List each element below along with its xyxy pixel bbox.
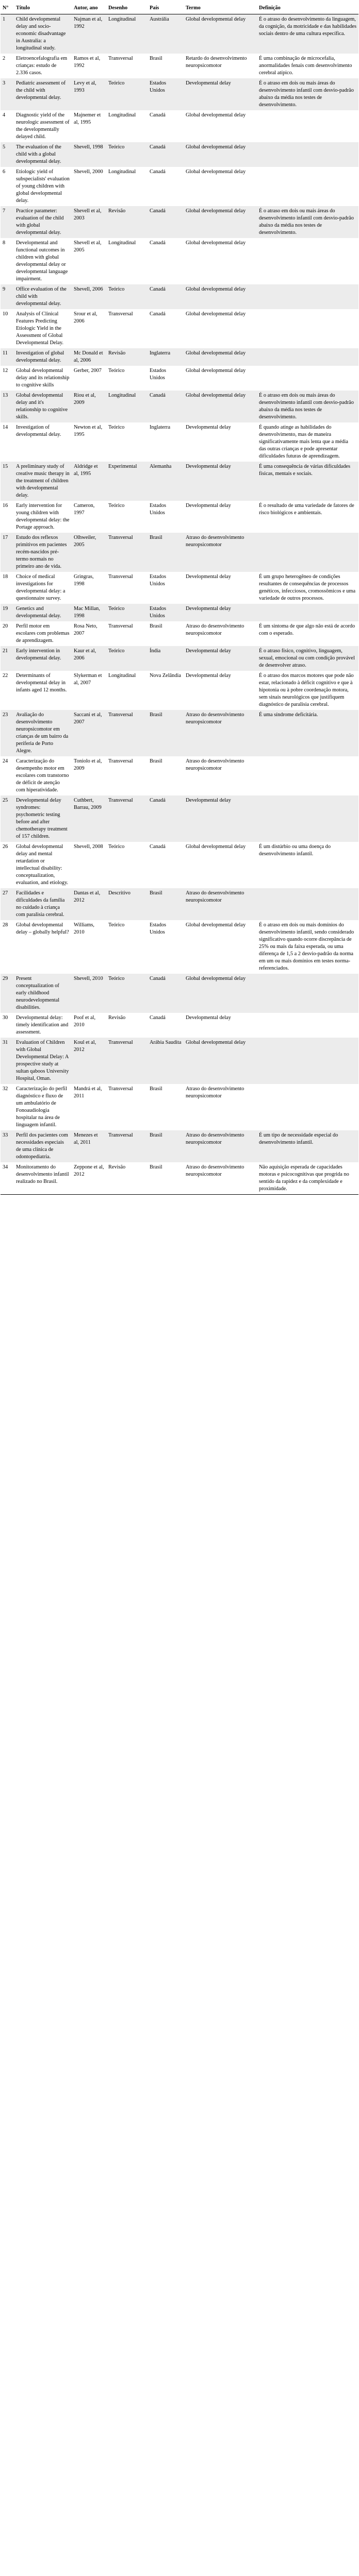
cell-term: Developmental delay — [184, 572, 257, 604]
cell-author-year: Shevell et al, 2003 — [72, 206, 106, 238]
cell-number: 32 — [1, 1084, 14, 1130]
cell-design: Transversal — [106, 621, 148, 646]
cell-author-year: Gringras, 1998 — [72, 572, 106, 604]
cell-author-year: Shevell, 2010 — [72, 974, 106, 1013]
cell-author-year: Toniolo et al, 2009 — [72, 756, 106, 795]
header-country: País — [148, 3, 184, 14]
cell-term: Global developmental delay — [184, 167, 257, 206]
cell-author-year: Mandrá et al, 2011 — [72, 1084, 106, 1130]
cell-country: Canadá — [148, 238, 184, 284]
cell-country: Estados Unidos — [148, 366, 184, 391]
cell-number: 19 — [1, 604, 14, 621]
cell-title: Monitoramento do desenvolvimento infantil realizado no Brasil. — [14, 1162, 72, 1195]
cell-title: Global developmental delay – globally helpful? — [14, 920, 72, 974]
cell-design: Transversal — [106, 309, 148, 348]
cell-country: Estados Unidos — [148, 920, 184, 974]
header-author-year: Autor, ano — [72, 3, 106, 14]
cell-author-year: Riou et al, 2009 — [72, 391, 106, 422]
cell-term: Developmental delay — [184, 646, 257, 671]
cell-term: Global developmental delay — [184, 348, 257, 366]
cell-definition — [257, 795, 358, 842]
cell-country: Brasil — [148, 1130, 184, 1162]
cell-title: Etiologic yield of subspecialists' evaluation of young children with global developmental delay. — [14, 167, 72, 206]
cell-country: Canadá — [148, 110, 184, 142]
cell-author-year: Rosa Neto, 2007 — [72, 621, 106, 646]
cell-design: Revisão — [106, 1162, 148, 1195]
cell-definition: É o atraso dos marcos motores que pode não estar, relacionado à déficit cognitivo e que à hipotonia ou à pobre coordenação motora, sem sinais neurológicos que justifiquem diagnóstico de paralisia cerebral. — [257, 671, 358, 710]
cell-definition — [257, 142, 358, 167]
cell-number: 11 — [1, 348, 14, 366]
cell-definition: É uma consequência de várias dificuldades físicas, mentais e sociais. — [257, 462, 358, 501]
table-body — [1, 14, 358, 1195]
cell-term: Atraso do desenvolvimento neuropsicomotor — [184, 888, 257, 920]
cell-title: Eletroencefalografia em crianças: estudo de 2.336 casos. — [14, 54, 72, 78]
table-row — [1, 671, 358, 710]
cell-number: 21 — [1, 646, 14, 671]
cell-title: Global developmental delay and mental retardation or intellectual disability: conceptualization, evaluation, and etiology. — [14, 842, 72, 888]
table-row — [1, 1084, 358, 1130]
cell-term: Developmental delay — [184, 795, 257, 842]
cell-country: Estados Unidos — [148, 604, 184, 621]
cell-author-year: Majnemer et al, 1995 — [72, 110, 106, 142]
cell-definition — [257, 756, 358, 795]
cell-design: Teórico — [106, 604, 148, 621]
cell-country: Brasil — [148, 1084, 184, 1130]
cell-design: Transversal — [106, 572, 148, 604]
cell-definition — [257, 888, 358, 920]
cell-term: Developmental delay — [184, 604, 257, 621]
cell-author-year: Najman et al, 1992 — [72, 14, 106, 54]
cell-country: Austrália — [148, 14, 184, 54]
cell-design: Teórico — [106, 501, 148, 533]
table-row — [1, 710, 358, 756]
cell-country: Canadá — [148, 391, 184, 422]
cell-author-year: Shevell, 1998 — [72, 142, 106, 167]
table-row — [1, 206, 358, 238]
cell-country: Estados Unidos — [148, 78, 184, 110]
cell-author-year: Mac Millan, 1998 — [72, 604, 106, 621]
cell-design: Longitudinal — [106, 14, 148, 54]
cell-number: 30 — [1, 1013, 14, 1038]
cell-author-year: Shevell et al, 2005 — [72, 238, 106, 284]
cell-number: 20 — [1, 621, 14, 646]
cell-term: Atraso do desenvolvimento neuropsicomotor — [184, 1130, 257, 1162]
cell-term: Developmental delay — [184, 78, 257, 110]
cell-title: Pediatric assessment of the child with developmental delay. — [14, 78, 72, 110]
cell-country: Canadá — [148, 974, 184, 1013]
cell-definition — [257, 110, 358, 142]
cell-country: Índia — [148, 646, 184, 671]
cell-number: 18 — [1, 572, 14, 604]
cell-title: Facilidades e dificuldades da família no cuidado à criança com paralisia cerebral. — [14, 888, 72, 920]
cell-number: 15 — [1, 462, 14, 501]
table-row — [1, 533, 358, 572]
cell-definition: É o atraso do desenvolvimento da linguagem, da cognição, da motricidade e das habilidades sociais dentro de uma cultura específica. — [257, 14, 358, 54]
cell-design: Teórico — [106, 366, 148, 391]
cell-author-year: Poof et al, 2010 — [72, 1013, 106, 1038]
cell-title: Choice of medical investigations for developmental delay: a questionnaire survey. — [14, 572, 72, 604]
table-row — [1, 54, 358, 78]
table-row — [1, 309, 358, 348]
table-row — [1, 1038, 358, 1084]
cell-design: Revisão — [106, 1013, 148, 1038]
cell-number: 3 — [1, 78, 14, 110]
cell-design: Teórico — [106, 920, 148, 974]
cell-title: Diagnostic yield of the neurologic assessment of the developmentally delayed child. — [14, 110, 72, 142]
table-row — [1, 284, 358, 309]
cell-term: Global developmental delay — [184, 920, 257, 974]
table-row — [1, 1013, 358, 1038]
cell-author-year: Slykerman et al, 2007 — [72, 671, 106, 710]
cell-author-year: Levy et al, 1993 — [72, 78, 106, 110]
cell-country: Brasil — [148, 888, 184, 920]
cell-design: Transversal — [106, 1130, 148, 1162]
cell-author-year: Shevell, 2000 — [72, 167, 106, 206]
cell-number: 27 — [1, 888, 14, 920]
cell-author-year: Ramos et al, 1992 — [72, 54, 106, 78]
cell-term: Developmental delay — [184, 422, 257, 462]
cell-term: Developmental delay — [184, 1013, 257, 1038]
cell-number: 29 — [1, 974, 14, 1013]
cell-definition — [257, 238, 358, 284]
cell-country: Canadá — [148, 309, 184, 348]
table-row — [1, 462, 358, 501]
cell-country: Brasil — [148, 54, 184, 78]
table-row — [1, 842, 358, 888]
cell-title: Perfil motor em escolares com problemas de aprendizagem. — [14, 621, 72, 646]
cell-number: 23 — [1, 710, 14, 756]
cell-number: 28 — [1, 920, 14, 974]
cell-number: 9 — [1, 284, 14, 309]
cell-design: Transversal — [106, 795, 148, 842]
cell-number: 16 — [1, 501, 14, 533]
cell-author-year: Newton et al, 1995 — [72, 422, 106, 462]
cell-number: 4 — [1, 110, 14, 142]
cell-author-year: Kaur et al, 2006 — [72, 646, 106, 671]
cell-number: 14 — [1, 422, 14, 462]
cell-author-year: Zeppone et al, 2012 — [72, 1162, 106, 1195]
cell-definition: É o atraso em dois ou mais áreas do desenvolvimento infantil com desvio-padrão abaixo da média nos testes de desenvolvimento. — [257, 391, 358, 422]
cell-author-year: Shevell, 2008 — [72, 842, 106, 888]
cell-definition — [257, 974, 358, 1013]
header-term: Termo — [184, 3, 257, 14]
document-page — [0, 0, 359, 1195]
cell-title: Estudo dos reflexos primitivos em pacientes recém-nascidos pré-termo normais no primeiro ano de vida. — [14, 533, 72, 572]
cell-number: 7 — [1, 206, 14, 238]
cell-author-year: Saccani et al, 2007 — [72, 710, 106, 756]
cell-term: Developmental delay — [184, 501, 257, 533]
cell-author-year: Mc Donald et al, 2006 — [72, 348, 106, 366]
cell-title: Perfil dos pacientes com necessidades especiais de uma clínica de odontopediatria. — [14, 1130, 72, 1162]
table-row — [1, 888, 358, 920]
cell-term: Developmental delay — [184, 462, 257, 501]
cell-title: Determinants of developmental delay in infants aged 12 months. — [14, 671, 72, 710]
header-number: N° — [1, 3, 14, 14]
cell-design: Teórico — [106, 974, 148, 1013]
cell-country: Canadá — [148, 142, 184, 167]
cell-country: Nova Zelândia — [148, 671, 184, 710]
cell-title: Investigation of developmental delay. — [14, 422, 72, 462]
cell-design: Descritivo — [106, 888, 148, 920]
cell-title: Evaluation of Children with Global Developmental Delay: A prospective study at sultan qaboos University Hospital, Oman. — [14, 1038, 72, 1084]
cell-author-year: Dantas et al, 2012 — [72, 888, 106, 920]
table-row — [1, 422, 358, 462]
cell-definition: Não aquisição esperada de capacidades motoras e psicocognitivas que progrida no sentido da rapidez e da complexidade e proximidade. — [257, 1162, 358, 1195]
cell-number: 25 — [1, 795, 14, 842]
cell-definition — [257, 167, 358, 206]
cell-definition: É o atraso em dois ou mais áreas do desenvolvimento infantil com desvio-padrão abaixo da média nos testes de desenvolvimento. — [257, 206, 358, 238]
cell-term: Global developmental delay — [184, 14, 257, 54]
table-row — [1, 756, 358, 795]
cell-term: Global developmental delay — [184, 1038, 257, 1084]
cell-definition: É um sintoma de que algo não está de acordo com o esperado. — [257, 621, 358, 646]
table-row — [1, 621, 358, 646]
cell-definition — [257, 533, 358, 572]
table-row — [1, 646, 358, 671]
cell-design: Teórico — [106, 142, 148, 167]
cell-number: 17 — [1, 533, 14, 572]
cell-number: 22 — [1, 671, 14, 710]
header-row — [1, 3, 358, 14]
table-row — [1, 572, 358, 604]
cell-author-year: Koul et al, 2012 — [72, 1038, 106, 1084]
cell-country: Canadá — [148, 167, 184, 206]
cell-design: Longitudinal — [106, 110, 148, 142]
cell-number: 5 — [1, 142, 14, 167]
table-row — [1, 14, 358, 54]
cell-author-year: Williams, 2010 — [72, 920, 106, 974]
cell-design: Transversal — [106, 1038, 148, 1084]
cell-title: Present conceptualization of early childhood neurodevelopmental disabilities. — [14, 974, 72, 1013]
cell-term: Atraso do desenvolvimento neuropsicomotor — [184, 1084, 257, 1130]
cell-design: Longitudinal — [106, 167, 148, 206]
cell-definition: É um tipo de necessidade especial do desenvolvimento infantil. — [257, 1130, 358, 1162]
cell-title: Caracterização do perfil diagnóstico e fluxo de um ambulatório de Fonoaudiologia hospitalar na área de linguagem infantil. — [14, 1084, 72, 1130]
cell-number: 1 — [1, 14, 14, 54]
cell-country: Brasil — [148, 1162, 184, 1195]
cell-term: Global developmental delay — [184, 974, 257, 1013]
cell-term: Global developmental delay — [184, 366, 257, 391]
cell-number: 13 — [1, 391, 14, 422]
cell-country: Brasil — [148, 710, 184, 756]
cell-number: 24 — [1, 756, 14, 795]
cell-term: Atraso do desenvolvimento neuropsicomotor — [184, 1162, 257, 1195]
cell-design: Transversal — [106, 1084, 148, 1130]
cell-author-year: Cameron, 1997 — [72, 501, 106, 533]
cell-country: Canadá — [148, 1013, 184, 1038]
table-row — [1, 142, 358, 167]
cell-design: Teórico — [106, 842, 148, 888]
table-row — [1, 974, 358, 1013]
cell-term: Global developmental delay — [184, 309, 257, 348]
cell-author-year: Olhweiler, 2005 — [72, 533, 106, 572]
cell-definition: É uma síndrome deficitária. — [257, 710, 358, 756]
cell-country: Canadá — [148, 284, 184, 309]
cell-term: Retardo do desenvolvimento neuropsicomotor — [184, 54, 257, 78]
cell-number: 2 — [1, 54, 14, 78]
table-row — [1, 78, 358, 110]
cell-country: Estados Unidos — [148, 501, 184, 533]
cell-title: Global developmental delay and its relationship to cognitive skills — [14, 366, 72, 391]
table-row — [1, 348, 358, 366]
cell-author-year: Shevell, 2006 — [72, 284, 106, 309]
cell-country: Alemanha — [148, 462, 184, 501]
cell-design: Transversal — [106, 756, 148, 795]
table-row — [1, 1162, 358, 1195]
cell-design: Longitudinal — [106, 391, 148, 422]
cell-title: A preliminary study of creative music therapy in the treatment of children with developmental delay. — [14, 462, 72, 501]
cell-title: Developmental delay: timely identification and assessment. — [14, 1013, 72, 1038]
table-row — [1, 1130, 358, 1162]
cell-title: Developmental and functional outcomes in children with global developmental delay or developmental language impairment. — [14, 238, 72, 284]
cell-title: Investigation of global developmental delay. — [14, 348, 72, 366]
cell-title: Early intervention in developmental delay. — [14, 646, 72, 671]
cell-design: Longitudinal — [106, 671, 148, 710]
table-header — [1, 3, 358, 14]
cell-title: Avaliação do desenvolvimento neuropsicomotor em crianças de um bairro da periferia de Porto Alegre. — [14, 710, 72, 756]
cell-country: Brasil — [148, 756, 184, 795]
header-definition: Definição — [257, 3, 358, 14]
table-row — [1, 110, 358, 142]
cell-definition: É o atraso físico, cognitivo, linguagem, sexual, emocional ou com condição provável de desenvolver atraso. — [257, 646, 358, 671]
cell-definition: É o resultado de uma variedade de fatores de risco biológicos e ambientais. — [257, 501, 358, 533]
table-row — [1, 391, 358, 422]
cell-design: Longitudinal — [106, 238, 148, 284]
cell-design: Transversal — [106, 710, 148, 756]
table-row — [1, 501, 358, 533]
cell-title: Global developmental delay and it's relationship to cognitive skills. — [14, 391, 72, 422]
cell-country: Estados Unidos — [148, 572, 184, 604]
cell-design: Experimental — [106, 462, 148, 501]
cell-design: Revisão — [106, 206, 148, 238]
cell-country: Brasil — [148, 533, 184, 572]
cell-term: Atraso do desenvolvimento neuropsicomotor — [184, 756, 257, 795]
cell-design: Teórico — [106, 78, 148, 110]
cell-author-year: Menezes et al, 2011 — [72, 1130, 106, 1162]
cell-term: Global developmental delay — [184, 238, 257, 284]
cell-definition — [257, 604, 358, 621]
cell-term: Atraso do desenvolvimento neuropsicomotor — [184, 621, 257, 646]
cell-definition — [257, 1013, 358, 1038]
cell-definition: É um distúrbio ou uma doença do desenvolvimento infantil. — [257, 842, 358, 888]
cell-number: 33 — [1, 1130, 14, 1162]
cell-title: Office evaluation of the child with developmental delay. — [14, 284, 72, 309]
cell-country: Brasil — [148, 621, 184, 646]
cell-country: Canadá — [148, 206, 184, 238]
cell-definition: É quando atinge as habilidades do desenvolvimento, mas de maneira significativamente mais lenta que a média das outras crianças e pode apresentar dificuldades futuras de aprendizagem. — [257, 422, 358, 462]
cell-term: Global developmental delay — [184, 391, 257, 422]
cell-number: 31 — [1, 1038, 14, 1084]
cell-country: Inglaterra — [148, 348, 184, 366]
header-title: Título — [14, 3, 72, 14]
cell-term: Atraso do desenvolvimento neuropsicomotor — [184, 533, 257, 572]
cell-number: 10 — [1, 309, 14, 348]
table-row — [1, 167, 358, 206]
table-row — [1, 238, 358, 284]
cell-title: The evaluation of the child with a global developmental delay. — [14, 142, 72, 167]
cell-number: 26 — [1, 842, 14, 888]
cell-design: Teórico — [106, 422, 148, 462]
table-row — [1, 920, 358, 974]
cell-design: Transversal — [106, 54, 148, 78]
cell-definition — [257, 1084, 358, 1130]
cell-number: 8 — [1, 238, 14, 284]
cell-definition: É o atraso em dois ou mais áreas do desenvolvimento infantil com desvio-padrão abaixo da média nos testes de desenvolvimento. — [257, 78, 358, 110]
cell-country: Canadá — [148, 842, 184, 888]
cell-term: Global developmental delay — [184, 110, 257, 142]
cell-definition: É uma combinação de microcefalia, anormalidades fenais com desenvolvimento cerebral atípico. — [257, 54, 358, 78]
cell-term: Atraso do desenvolvimento neuropsicomotor — [184, 710, 257, 756]
cell-title: Child developmental delay and socio-economic disadvantage in Australia: a longitudinal study. — [14, 14, 72, 54]
cell-definition — [257, 1038, 358, 1084]
cell-title: Caracterização do desempenho motor em escolares com transtorno de déficit de atenção com hiperatividade. — [14, 756, 72, 795]
cell-definition — [257, 348, 358, 366]
cell-definition — [257, 309, 358, 348]
cell-author-year: Cuthbert, Barrau, 2009 — [72, 795, 106, 842]
cell-author-year: Aldridge et al, 1995 — [72, 462, 106, 501]
cell-definition: É um grupo heterogêneo de condições resultantes de consequências de processos genéticos, infecciosos, cromossômicos e uma variedade de outros processos. — [257, 572, 358, 604]
table-row — [1, 795, 358, 842]
cell-term: Global developmental delay — [184, 142, 257, 167]
table-row — [1, 366, 358, 391]
cell-author-year: Gerber, 2007 — [72, 366, 106, 391]
cell-term: Global developmental delay — [184, 284, 257, 309]
cell-country: Canadá — [148, 795, 184, 842]
header-design: Desenho — [106, 3, 148, 14]
cell-definition — [257, 366, 358, 391]
cell-term: Global developmental delay — [184, 842, 257, 888]
cell-author-year: Srour et al, 2006 — [72, 309, 106, 348]
cell-definition — [257, 284, 358, 309]
cell-design: Transversal — [106, 533, 148, 572]
cell-title: Developmental delay syndromes: psychometric testing before and after chemotherapy treatment of 157 children. — [14, 795, 72, 842]
studies-table — [1, 3, 358, 1195]
cell-design: Teórico — [106, 646, 148, 671]
cell-title: Early intervention for young children with developmental delay: the Portage approach. — [14, 501, 72, 533]
cell-title: Practice parameter: evaluation of the child with global developmental delay. — [14, 206, 72, 238]
cell-country: Inglaterra — [148, 422, 184, 462]
cell-term: Global developmental delay — [184, 206, 257, 238]
cell-number: 34 — [1, 1162, 14, 1195]
cell-country: Arábia Saudita — [148, 1038, 184, 1084]
cell-definition: É o atraso em dois ou mais domínios do desenvolvimento infantil, sendo considerado significativo quando ocorre discrepância de 25% ou mais da faixa esperada, ou uma diferença de 1,5 a 2 desvio-padrão da norma em um ou mais domínios em testes norma-referenciados. — [257, 920, 358, 974]
cell-design: Revisão — [106, 348, 148, 366]
cell-term: Developmental delay — [184, 671, 257, 710]
cell-number: 6 — [1, 167, 14, 206]
cell-design: Teórico — [106, 284, 148, 309]
cell-title: Analysis of Clinical Features Predicting Etiologic Yield in the Assessment of Global Developmental Delay. — [14, 309, 72, 348]
cell-title: Genetics and developmental delay. — [14, 604, 72, 621]
table-row — [1, 604, 358, 621]
cell-number: 12 — [1, 366, 14, 391]
